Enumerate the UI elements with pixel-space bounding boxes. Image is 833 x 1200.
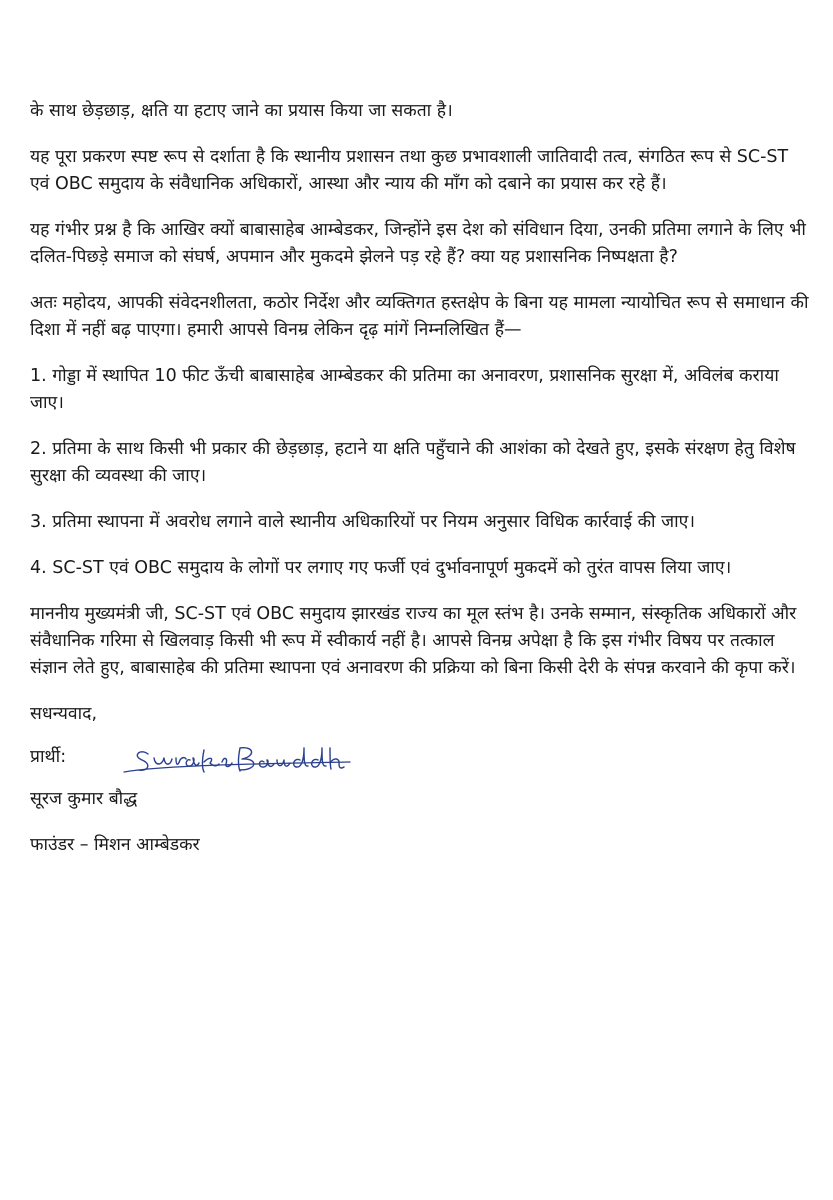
demand-item-3: 3. प्रतिमा स्थापना में अवरोध लगाने वाले स्थानीय अधिकारियों पर नियम अनुसार विधिक कार्रवाई की जाए। — [30, 512, 695, 532]
letter-body — [30, 98, 810, 859]
demand-item-1: 1. गोड्डा में स्थापित 10 फीट ऊँची बाबासाहेब आम्बेडकर की प्रतिमा का अनावरण, प्रशासनिक सुरक्षा में, अविलंब कराया जाए। — [30, 366, 779, 413]
applicant-name: सूरज कुमार बौद्ध — [30, 789, 138, 809]
signoff: सधन्यवाद, — [30, 704, 98, 724]
letter-paragraph-administration: यह पूरा प्रकरण स्पष्ट रूप से दर्शाता है कि स्थानीय प्रशासन तथा कुछ प्रभावशाली जातिवादी तत्व, संगठित रूप से SC-ST एवं OBC समुदाय के संवैधानिक अधिकारों, आस्था और न्याय की माँग को दबाने का प्रयास कर रहे हैं। — [30, 147, 789, 194]
handwritten-signature — [118, 736, 358, 786]
demand-item-4: 4. SC-ST एवं OBC समुदाय के लोगों पर लगाए गए फर्जी एवं दुर्भावनापूर्ण मुकदमें को तुरंत वापस लिया जाए। — [30, 558, 732, 578]
applicant-row — [30, 744, 810, 784]
letter-paragraph-request-intro: अतः महोदय, आपकी संवेदनशीलता, कठोर निर्देश और व्यक्तिगत हस्तक्षेप के बिना यह मामला न्यायोचित रूप से समाधान की दिशा में नहीं बढ़ पाएगा। हमारी आपसे विनम्र लेकिन दृढ़ मांगें निम्नलिखित हैं— — [30, 293, 809, 340]
demand-item-2: 2. प्रतिमा के साथ किसी भी प्रकार की छेड़छाड़, हटाने या क्षति पहुँचाने की आशंका को देखते हुए, इसके संरक्षण हेतु विशेष सुरक्षा की व्यवस्था की जाए। — [30, 439, 796, 486]
letter-paragraph-question: यह गंभीर प्रश्न है कि आखिर क्यों बाबासाहेब आम्बेडकर, जिन्होंने इस देश को संविधान दिया, उनकी प्रतिमा लगाने के लिए भी दलित-पिछड़े समाज को संघर्ष, अपमान और मुकदमे झेलने पड़ रहे हैं? क्या यह प्रशासनिक निष्पक्षता है? — [30, 220, 806, 267]
applicant-title: फाउंडर – मिशन आम्बेडकर — [30, 835, 200, 855]
letter-conclusion: माननीय मुख्यमंत्री जी, SC-ST एवं OBC समुदाय झारखंड राज्य का मूल स्तंभ है। उनके सम्मान, संस्कृतिक अधिकारों और संवैधानिक गरिमा से खिलवाड़ किसी भी रूप में स्वीकार्य नहीं है। आपसे विनम्र अपेक्षा है कि इस गंभीर विषय पर तत्काल संज्ञान लेते हुए, बाबासाहेब की प्रतिमा स्थापना एवं अनावरण की प्रक्रिया को बिना किसी देरी के संपन्न करवाने की कृपा करें। — [30, 604, 797, 678]
letter-paragraph-continuation: के साथ छेड़छाड़, क्षति या हटाए जाने का प्रयास किया जा सकता है। — [30, 101, 453, 121]
applicant-label: प्रार्थी: — [30, 747, 67, 767]
